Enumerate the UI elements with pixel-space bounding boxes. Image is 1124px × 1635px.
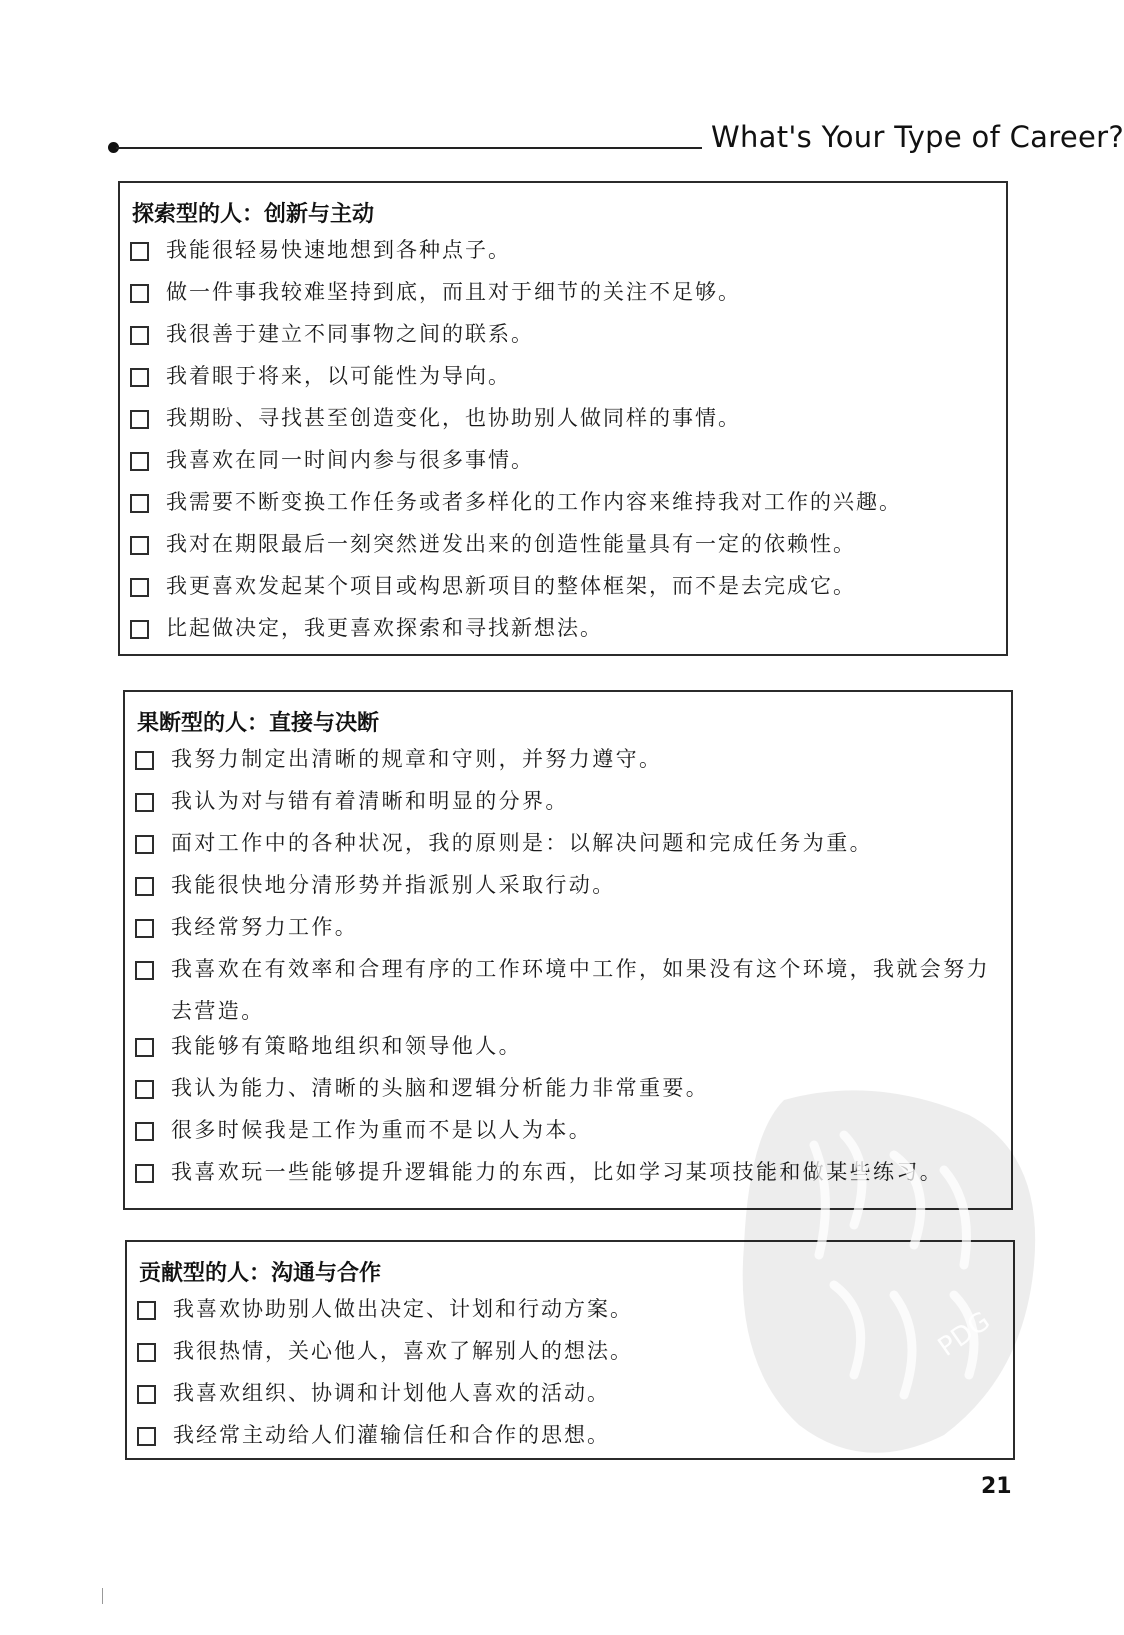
section-title: 贡献型的人：沟通与合作 (139, 1261, 382, 1286)
header-title: What's Your Type of Career? (711, 120, 1124, 154)
checklist-item-text: 很多时候我是工作为重而不是以人为本。 (171, 1118, 593, 1142)
checkbox[interactable] (135, 1038, 154, 1057)
checkbox[interactable] (135, 1080, 154, 1099)
checkbox[interactable] (135, 1122, 154, 1141)
checkbox[interactable] (130, 284, 149, 303)
checkbox[interactable] (135, 835, 154, 854)
checklist-item-text: 比起做决定，我更喜欢探索和寻找新想法。 (166, 616, 603, 640)
checklist (135, 745, 1003, 1200)
checklist-item-text: 我更喜欢发起某个项目或构思新项目的整体框架，而不是去完成它。 (166, 574, 856, 598)
checkbox[interactable] (130, 536, 149, 555)
checklist-item-text: 我喜欢组织、协调和计划他人喜欢的活动。 (173, 1381, 610, 1405)
checkbox[interactable] (135, 1164, 154, 1183)
checklist-item-text: 我喜欢在同一时间内参与很多事情。 (166, 448, 534, 472)
checkbox[interactable] (130, 368, 149, 387)
checkbox[interactable] (130, 326, 149, 345)
checklist-item-text: 我能很快地分清形势并指派别人采取行动。 (171, 873, 616, 897)
checklist-item-text: 我能很轻易快速地想到各种点子。 (166, 238, 511, 262)
binding-edge-mark (102, 1588, 103, 1604)
running-header (108, 120, 1124, 160)
checkbox[interactable] (130, 410, 149, 429)
checklist-item-text: 我期盼、寻找甚至创造变化，也协助别人做同样的事情。 (166, 406, 741, 430)
checklist-item-text: 我能够有策略地组织和领导他人。 (171, 1034, 522, 1058)
checklist-item (135, 955, 1003, 1032)
checkbox[interactable] (135, 793, 154, 812)
checklist-item-text: 面对工作中的各种状况，我的原则是：以解决问题和完成任务为重。 (171, 831, 873, 855)
section-title: 探索型的人：创新与主动 (132, 202, 375, 227)
header-rule-line (116, 147, 702, 149)
checklist-item (137, 1421, 1005, 1463)
checkbox[interactable] (130, 620, 149, 639)
checklist-item-text: 我努力制定出清晰的规章和守则，并努力遵守。 (171, 747, 663, 771)
checklist-item (130, 614, 998, 656)
checkbox[interactable] (130, 452, 149, 471)
checklist (130, 236, 998, 656)
checklist-item-text: 我喜欢玩一些能够提升逻辑能力的东西，比如学习某项技能和做某些练习。 (171, 1160, 944, 1184)
checkbox[interactable] (137, 1385, 156, 1404)
checkbox[interactable] (137, 1343, 156, 1362)
checklist-item-text: 我对在期限最后一刻突然迸发出来的创造性能量具有一定的依赖性。 (166, 532, 856, 556)
checkbox[interactable] (130, 578, 149, 597)
checklist-item-text: 我喜欢在有效率和合理有序的工作环境中工作，如果没有这个环境，我就会努力去营造。 (171, 957, 990, 1023)
checklist-item-text: 做一件事我较难坚持到底，而且对于细节的关注不足够。 (166, 280, 741, 304)
checklist-item (135, 1158, 1003, 1200)
checklist (137, 1295, 1005, 1463)
checkbox[interactable] (130, 242, 149, 261)
checklist-item-text: 我着眼于将来，以可能性为导向。 (166, 364, 511, 388)
checklist-item-text: 我需要不断变换工作任务或者多样化的工作内容来维持我对工作的兴趣。 (166, 490, 902, 514)
checkbox[interactable] (135, 919, 154, 938)
checkbox[interactable] (130, 494, 149, 513)
checklist-item-text: 我认为对与错有着清晰和明显的分界。 (171, 789, 569, 813)
checklist-item-text: 我喜欢协助别人做出决定、计划和行动方案。 (173, 1297, 633, 1321)
checklist-section-contributor (125, 1240, 1015, 1460)
section-title: 果断型的人：直接与决断 (137, 711, 380, 736)
checkbox[interactable] (137, 1301, 156, 1320)
checkbox[interactable] (135, 751, 154, 770)
page-number: 21 (981, 1474, 1012, 1499)
checklist-item-text: 我认为能力、清晰的头脑和逻辑分析能力非常重要。 (171, 1076, 710, 1100)
checklist-section-decisive (123, 690, 1013, 1210)
checklist-section-explorer (118, 181, 1008, 656)
checklist-item-text: 我很善于建立不同事物之间的联系。 (166, 322, 534, 346)
checklist-item-text: 我经常主动给人们灌输信任和合作的思想。 (173, 1423, 610, 1447)
checkbox[interactable] (137, 1427, 156, 1446)
checklist-item-text: 我经常努力工作。 (171, 915, 359, 939)
checkbox[interactable] (135, 877, 154, 896)
checkbox[interactable] (135, 961, 154, 980)
checklist-item-text: 我很热情，关心他人，喜欢了解别人的想法。 (173, 1339, 633, 1363)
watermark-text: PDG (932, 1306, 996, 1363)
